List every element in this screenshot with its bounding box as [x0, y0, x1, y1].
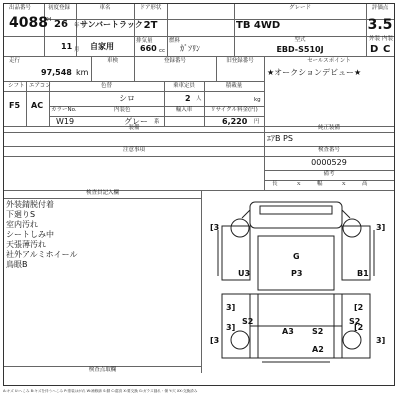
grade: TB 4WD	[236, 20, 281, 31]
reg-no-label: 登録番号	[163, 58, 186, 64]
score: 3.5	[367, 17, 393, 33]
mark-left-bed: S2	[242, 317, 254, 326]
lot-label: 出品番号	[9, 5, 32, 11]
capacity-unit: 人	[196, 96, 202, 102]
era: H	[47, 17, 52, 23]
lot-number: 4088	[9, 15, 48, 31]
reg-month: 11	[61, 42, 73, 51]
year-unit: 年	[74, 23, 80, 29]
capacity-label: 乗車定員	[172, 83, 195, 89]
name-label: 車名	[99, 5, 111, 11]
fee-unit: 円	[254, 119, 260, 125]
mark-right-bed: S2	[349, 317, 361, 326]
displacement: 660	[140, 44, 157, 53]
import-label: 輸入車	[175, 107, 193, 113]
reg-label: 初度登録	[48, 5, 71, 11]
legend: A:キズ U:へこみ B:キズを伴うへこみ P:塗装はがれ W:補修跡 S:錆 C:腐食 X:要交換 G:ガラス割れ・傷 Y:穴 XX:交換済み	[3, 389, 198, 393]
grade-label: グレード	[288, 5, 311, 11]
inspector-line-5: 天張薄汚れ	[6, 240, 46, 249]
center-roof-outline	[258, 236, 334, 290]
size-x2: ｘ	[341, 181, 347, 187]
inspection-label: 車検	[106, 58, 118, 64]
vehicle-diagram	[202, 190, 394, 373]
recycle-fee: 6,220	[222, 117, 248, 126]
inspector-line-1: 外装錆脱付着	[6, 200, 54, 209]
km-label: 走行	[9, 58, 21, 64]
mark-left-rear-panel-2: 3]	[226, 323, 236, 332]
selling-label: セールスポイント	[307, 58, 351, 64]
color: シロ	[119, 94, 135, 103]
month-unit: 月	[74, 47, 80, 53]
interior-color: グレー	[124, 117, 148, 126]
int-color-label: 内装色	[114, 107, 131, 113]
equip-label: 装備	[128, 125, 140, 131]
mark-left-door: U3	[238, 269, 251, 278]
exterior-grade: D	[370, 44, 379, 55]
inspector-line-2: 下廻りS	[6, 210, 36, 219]
front-left-wheel	[231, 219, 249, 237]
mark-right-door: B1	[357, 269, 369, 278]
mark-front-left: [3	[210, 223, 220, 232]
aircon: AC	[31, 101, 44, 110]
car-name: サンバートラック	[80, 20, 143, 29]
load-label: 積載量	[225, 83, 243, 89]
divider	[4, 36, 394, 37]
fuel-label: 燃料	[169, 38, 181, 44]
size-length: 長	[272, 181, 278, 187]
old-reg-label: 旧登録番号	[226, 58, 254, 64]
size-height: 高	[362, 181, 368, 187]
color-label: 色替	[100, 83, 112, 89]
size-width: 幅	[317, 181, 323, 187]
bed-panel-lines	[250, 294, 342, 358]
inspector-line-4: シートしみ中	[6, 230, 54, 239]
fuel: ｶﾞｿﾘﾝ	[180, 44, 200, 53]
int-color-unit: 系	[154, 119, 160, 125]
usage: 自家用	[90, 42, 114, 51]
model-label: 型式	[294, 37, 306, 43]
inspector-line-7: 鳥眼B	[6, 260, 28, 269]
mark-tailgate: A2	[312, 345, 324, 354]
color-no-label: カラーNo.	[51, 107, 77, 113]
model: EBD-S510J	[276, 45, 324, 54]
windshield-outline	[260, 206, 332, 214]
mark-front-right: 3]	[376, 223, 386, 232]
rear-right-wheel	[343, 331, 361, 349]
selling-point: ★オークションデビュー★	[267, 68, 362, 77]
disp-label: 排気量	[136, 38, 153, 44]
inspector-line-3: 室内汚れ	[6, 220, 38, 229]
recycle-label: リサイクル料金(円)	[210, 107, 258, 113]
inspect-number: 0000529	[311, 158, 347, 167]
mark-windshield: G	[293, 252, 300, 261]
genuine-equipment: ｴｱB PS	[267, 134, 293, 143]
mark-right-rear-panel: [2	[354, 303, 364, 312]
mark-left-rear-panel: 3]	[226, 303, 236, 312]
genuine-label: 純正装備	[317, 125, 340, 131]
door-type: 2T	[143, 20, 158, 31]
mark-roof: P3	[291, 269, 303, 278]
score-label: 評価点	[371, 5, 389, 11]
ac-label: エアコン	[29, 83, 51, 89]
color-number: W19	[56, 117, 75, 126]
mark-bed-right: S2	[312, 327, 324, 336]
shift-label: シフト	[8, 83, 25, 89]
interior-grade: C	[383, 44, 391, 55]
rear-left-wheel	[231, 331, 249, 349]
disp-unit: cc	[159, 48, 166, 54]
notes-label: 注意事項	[122, 147, 145, 153]
capacity: 2	[185, 94, 191, 103]
mark-bed-left: A3	[282, 327, 294, 336]
km-unit: km	[76, 68, 89, 77]
interior-label: 内装	[382, 36, 394, 42]
footer-label: 検査点取欄	[88, 367, 117, 373]
mark-rear-right: 3]	[376, 336, 386, 345]
load-unit: kg	[254, 97, 261, 103]
shift: F5	[9, 101, 21, 110]
exterior-label: 外装	[369, 36, 381, 42]
inspector-line-6: 社外アルミホイール	[6, 250, 78, 259]
door-label: ドア形状	[139, 5, 162, 11]
front-right-wheel	[343, 219, 361, 237]
mileage: 97,548	[41, 68, 72, 77]
size-x1: ｘ	[296, 181, 302, 187]
mark-rear-left: [3	[210, 336, 220, 345]
auction-sheet	[3, 3, 395, 386]
mark-right-rear-panel-2: [2	[354, 323, 364, 332]
remarks-label: 備考	[323, 171, 335, 177]
reg-year: 26	[54, 19, 68, 30]
inspect-no-label: 検査番号	[317, 147, 340, 153]
inspector-label: 検査員記入欄	[85, 190, 119, 196]
